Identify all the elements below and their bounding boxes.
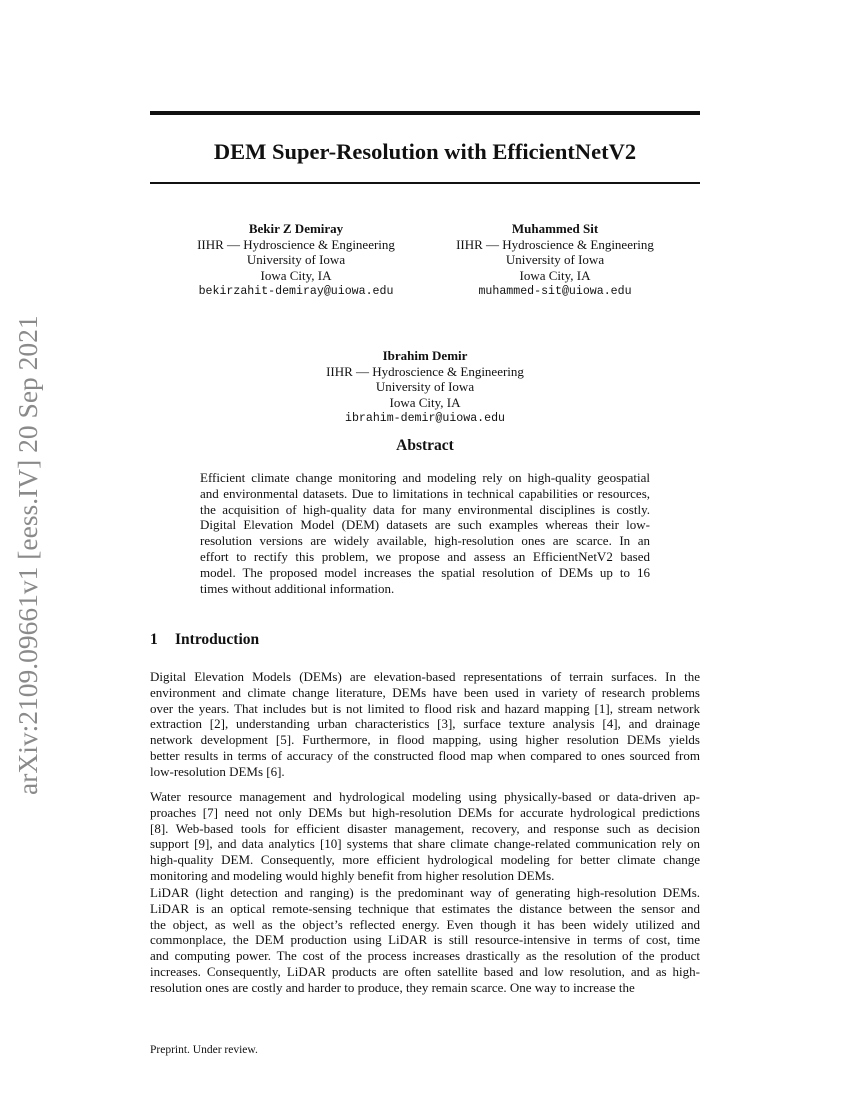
text-line: LiDAR is an optical remote-sensing technique that estimates the distance between the sensor and bbox=[150, 900, 700, 916]
text-line: Digital Elevation Model (DEM) datasets are such examples whereas their low- bbox=[200, 517, 650, 533]
text-line: low-resolution DEMs [6]. bbox=[150, 763, 285, 779]
title-top-rule bbox=[150, 111, 700, 115]
author-university: University of Iowa bbox=[375, 379, 475, 395]
author-city: Iowa City, IA bbox=[260, 268, 332, 284]
text-line: [8]. Web-based tools for efficient disaster management, recovery, and response such as decision bbox=[150, 820, 700, 836]
text-line: proaches [7] need not only DEMs but high-resolution DEMs for accurate hydrological predictions bbox=[150, 804, 700, 820]
author-university: University of Iowa bbox=[505, 252, 605, 268]
author-affiliation: IIHR — Hydroscience & Engineering bbox=[456, 236, 654, 252]
text-line: environment and climate change literature, DEMs have been used in variety of research problems bbox=[150, 684, 700, 700]
text-line: monitoring and modeling would highly benefit from higher resolution DEMs. bbox=[150, 867, 555, 883]
arxiv-stamp: arXiv:2109.09661v1 [eess.IV] 20 Sep 2021 bbox=[12, 315, 43, 795]
text-line: high-quality DEM. Consequently, more efficient hydrological modeling for better climate change bbox=[150, 852, 700, 868]
title-bottom-rule bbox=[150, 182, 700, 184]
text-line: support [9], and data analytics [10] systems that share climate change-related communication rely on bbox=[150, 836, 700, 852]
text-line: resolution ones are costly and harder to produce, they remain scarce. One way to increase the bbox=[150, 979, 635, 995]
intro-paragraph bbox=[150, 789, 700, 884]
author-city: Iowa City, IA bbox=[389, 395, 461, 411]
author-block bbox=[176, 221, 416, 300]
abstract-body bbox=[200, 470, 650, 596]
author-affiliation: IIHR — Hydroscience & Engineering bbox=[197, 236, 395, 252]
text-line: better results in terms of accuracy of the constructed flood map when compared to ones sourced from bbox=[150, 747, 700, 763]
section-number: 1 bbox=[150, 631, 158, 648]
text-line: commonplace, the DEM production using LiDAR is still resource-intensive in terms of cost, time bbox=[150, 932, 700, 948]
text-line: the acquisition of high-quality data for many environmental disciplines is costly. bbox=[200, 501, 650, 517]
section-title: Introduction bbox=[175, 631, 260, 648]
section-heading bbox=[150, 631, 259, 649]
author-affiliation: IIHR — Hydroscience & Engineering bbox=[326, 363, 524, 379]
text-line: extraction [2], understanding urban characteristics [3], surface texture analysis [4], and drainage bbox=[150, 716, 700, 732]
author-block bbox=[435, 221, 675, 300]
text-line: model. The proposed model increases the spatial resolution of DEMs up to 16 bbox=[200, 564, 650, 580]
intro-paragraph bbox=[150, 885, 700, 996]
author-city: Iowa City, IA bbox=[519, 268, 591, 284]
text-line: and environmental datasets. Due to limitations in technical capabilities or resources, bbox=[200, 485, 650, 501]
text-line: Water resource management and hydrological modeling using physically-based or data-driven ap- bbox=[150, 789, 700, 804]
text-line: increases. Consequently, LiDAR products are often satellite based and low resolution, and as high- bbox=[150, 963, 700, 979]
author-email[interactable]: muhammed-sit@uiowa.edu bbox=[478, 284, 632, 298]
text-line: resolution versions are widely available, high-resolution ones are scarce. In an bbox=[200, 533, 650, 549]
text-line: Digital Elevation Models (DEMs) are elevation-based representations of terrain surfaces. In the bbox=[150, 669, 700, 684]
intro-paragraph bbox=[150, 669, 700, 780]
text-line: Efficient climate change monitoring and modeling rely on high-quality geospatial bbox=[200, 470, 650, 485]
text-line: network development [5]. Furthermore, in flood mapping, using higher resolution DEMs yields bbox=[150, 732, 700, 748]
text-line: LiDAR (light detection and ranging) is the predominant way of generating high-resolution DEMs. bbox=[150, 885, 700, 900]
author-email[interactable]: bekirzahit-demiray@uiowa.edu bbox=[198, 284, 394, 298]
author-block bbox=[305, 348, 545, 427]
author-email[interactable]: ibrahim-demir@uiowa.edu bbox=[344, 411, 506, 425]
text-line: times without additional information. bbox=[200, 580, 395, 596]
footer-note: Preprint. Under review. bbox=[150, 1044, 258, 1056]
author-university: University of Iowa bbox=[246, 252, 346, 268]
text-line: over the years. That includes but is not limited to flood risk and hazard mapping [1], stream network bbox=[150, 700, 700, 716]
text-line: effort to rectify this problem, we propose and assess an EfficientNetV2 based bbox=[200, 548, 650, 564]
text-line: and computing power. The cost of the process increases drastically as the resolution of the product bbox=[150, 948, 700, 964]
author-name: Ibrahim Demir bbox=[382, 348, 468, 363]
abstract-heading: Abstract bbox=[396, 437, 454, 454]
author-name: Bekir Z Demiray bbox=[248, 221, 344, 236]
text-line: the object, as well as the object’s reflected energy. Even though it has been widely utilized and bbox=[150, 916, 700, 932]
author-name: Muhammed Sit bbox=[511, 221, 599, 236]
paper-title: DEM Super-Resolution with EfficientNetV2 bbox=[213, 139, 637, 164]
